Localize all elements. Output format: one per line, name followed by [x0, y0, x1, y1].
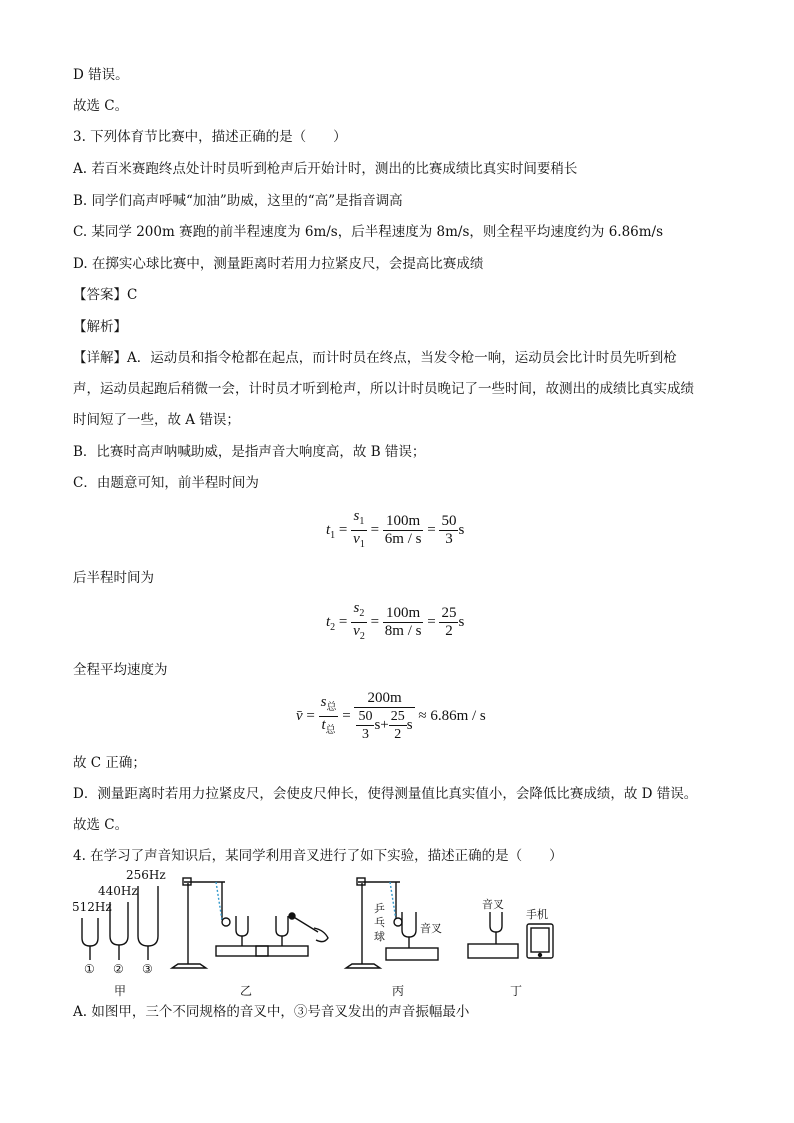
figure-label: 甲 — [114, 984, 127, 998]
detail-line: D．测量距离时若用力拉紧皮尺，会使皮尺伸长，使得测量值比真实值小，会降低比赛成绩，故 D 错误。 — [73, 786, 698, 802]
freq-label: 440Hz — [98, 884, 138, 898]
detail-line: 声，运动员起跑后稍微一会，计时员才听到枪声，所以计时员晚记了一些时间，故测出的成绩比真实成绩 — [73, 381, 694, 397]
detail-line: 后半程时间为 — [73, 570, 154, 586]
freq-label: 512Hz — [72, 900, 112, 914]
figure-drawing — [70, 868, 570, 998]
option-a: A. 若百米赛跑终点处计时员听到枪声后开始计时，测出的比赛成绩比真实时间要稍长 — [73, 161, 578, 177]
figure-label: 乙 — [240, 984, 253, 998]
tuning-fork-figure — [70, 868, 570, 998]
detail-line: 全程平均速度为 — [73, 662, 168, 678]
formula-v: v̄ = $\frac{s_总}{t_总}$ = 200m $\frac{50}{3}$ s+ $\frac{25}{2}$ s ≈ 6.86m / s — [296, 690, 486, 742]
option-d: D. 在掷实心球比赛中，测量距离时若用力拉紧皮尺，会提高比赛成绩 — [73, 256, 484, 272]
option-b: B. 同学们高声呼喊“加油”助威，这里的“高”是指音调高 — [73, 193, 403, 209]
fork-label: 音叉 — [482, 898, 504, 911]
formula-t2: $t_2$ = $\frac{s_2}{v_2}$ = $\frac{100m}{8m / s}$ = $\frac{25}{2}$ s — [326, 600, 465, 642]
question-3: 3. 下列体育节比赛中，描述正确的是（ ） — [73, 129, 347, 145]
figure-label: 丁 — [510, 984, 523, 998]
question-4-option-a: A. 如图甲，三个不同规格的音叉中，③号音叉发出的声音振幅最小 — [73, 1004, 470, 1020]
fork-label: 音叉 — [420, 922, 442, 935]
detail-line: 时间短了一些，故 A 错误； — [73, 412, 240, 428]
text-line: D 错误。 — [73, 67, 129, 83]
question-4: 4. 在学习了声音知识后，某同学利用音叉进行了如下实验，描述正确的是（ ） — [73, 848, 563, 864]
text-line: 故选 C。 — [73, 98, 129, 114]
detail-line: 故 C 正确； — [73, 755, 146, 771]
freq-label: 256Hz — [126, 868, 166, 882]
detail-line: B．比赛时高声呐喊助威，是指声音大响度高，故 B 错误； — [73, 444, 426, 460]
detail-line: 故选 C。 — [73, 817, 129, 833]
detail-line: C．由题意可知，前半程时间为 — [73, 475, 259, 491]
formula-t1: $t_1$ = $\frac{s_1}{v_1}$ = $\frac{100m}{6m / s}$ = $\frac{50}{3}$ s — [326, 508, 465, 550]
phone-label: 手机 — [526, 908, 548, 921]
ball-label: 乒乓球 — [374, 902, 385, 943]
figure-label: 丙 — [392, 984, 405, 998]
fork-number: ③ — [142, 962, 153, 976]
fork-number: ① — [84, 962, 95, 976]
detail-line: 【详解】A．运动员和指令枪都在起点，而计时员在终点，当发令枪一响，运动员会比计时员先听到枪 — [73, 350, 677, 366]
option-c: C. 某同学 200m 赛跑的前半程速度为 6m/s，后半程速度为 8m/s，则全程平均速度约为 6.86m/s — [73, 224, 664, 240]
fork-number: ② — [113, 962, 124, 976]
answer-label: 【答案】C — [73, 287, 138, 303]
analysis-label: 【解析】 — [73, 319, 127, 335]
